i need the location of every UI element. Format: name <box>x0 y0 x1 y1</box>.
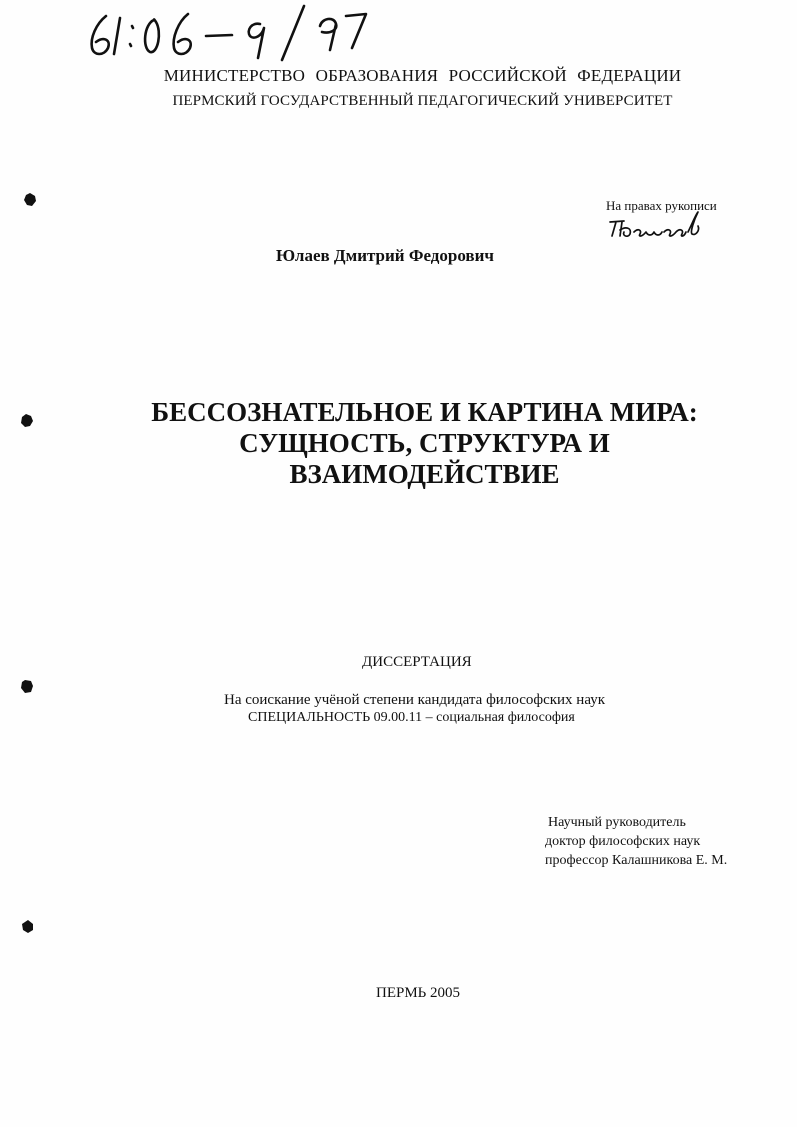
supervisor-name: профессор Калашникова Е. М. <box>545 853 728 868</box>
punch-hole-mark <box>22 920 34 933</box>
degree-line: На соискание учёной степени кандидата философских наук <box>224 692 605 708</box>
university-name: ПЕРМСКИЙ ГОСУДАРСТВЕННЫЙ ПЕДАГОГИЧЕСКИЙ УНИВЕРСИТЕТ <box>172 93 673 109</box>
title-line-2: СУЩНОСТЬ, СТРУКТУРА И <box>239 428 610 458</box>
supervisor-degree: доктор философских наук <box>545 834 701 849</box>
document-type: ДИССЕРТАЦИЯ <box>362 654 472 670</box>
handwritten-catalog-number <box>84 2 384 64</box>
title-line-3: ВЗАИМОДЕЙСТВИЕ <box>289 459 560 489</box>
ministry-name: МИНИСТЕРСТВО ОБРАЗОВАНИЯ РОССИЙСКОЙ ФЕДЕРАЦИИ <box>163 66 682 85</box>
manuscript-rights-note: На правах рукописи <box>606 198 717 213</box>
title-line-1: БЕССОЗНАТЕЛЬНОЕ И КАРТИНА МИРА: <box>151 397 698 427</box>
city-year: ПЕРМЬ 2005 <box>376 985 461 1001</box>
punch-hole-mark <box>24 193 36 206</box>
supervisor-role: Научный руководитель <box>548 815 686 830</box>
handwritten-signature <box>608 210 708 244</box>
supervisor-block <box>545 813 727 870</box>
dissertation-title <box>0 397 797 490</box>
author-name: Юлаев Дмитрий Федорович <box>276 246 494 265</box>
specialty-line: СПЕЦИАЛЬНОСТЬ 09.00.11 – социальная философия <box>248 710 575 725</box>
punch-hole-mark <box>21 414 33 427</box>
punch-hole-mark <box>21 680 33 693</box>
